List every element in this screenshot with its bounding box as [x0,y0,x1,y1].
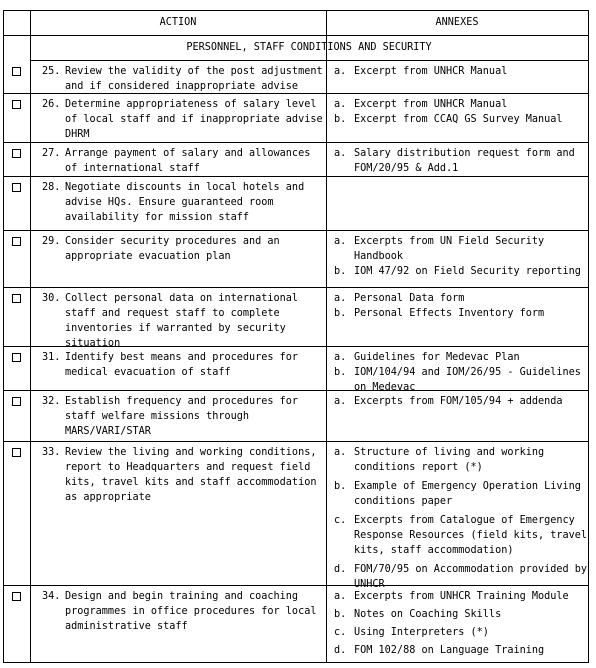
annex-letter: c. [334,515,347,526]
annex-text-line: Guidelines for Medevac Plan [354,352,520,363]
action-text-line: availability for mission staff [65,212,250,223]
item-number: 34. [42,591,61,602]
action-text-line: of local staff and if inappropriate advise [65,114,323,125]
task-checkbox[interactable] [12,237,21,246]
task-checkbox[interactable] [12,183,21,192]
table-border-top [3,10,589,11]
annex-letter: b. [334,266,347,277]
action-text-line: situation [65,338,121,349]
item-number: 32. [42,396,61,407]
action-text-line: Design and begin training and coaching [65,591,299,602]
task-checkbox[interactable] [12,397,21,406]
action-text-line: programmes in office procedures for local [65,606,317,617]
action-text-line: medical evacuation of staff [65,367,231,378]
item-number: 28. [42,182,61,193]
item-number: 33. [42,447,61,458]
task-checkbox[interactable] [12,592,21,601]
row-divider [3,176,589,177]
action-text-line: Negotiate discounts in local hotels and [65,182,305,193]
annex-text-line: Excerpt from UNHCR Manual [354,99,508,110]
action-text-line: administrative staff [65,621,188,632]
action-text-line: staff and request staff to complete [65,308,280,319]
item-number: 27. [42,148,61,159]
action-text-line: Identify best means and procedures for [65,352,299,363]
annex-text-line: Structure of living and working [354,447,545,458]
row-divider [3,441,589,442]
annex-text-line: kits, staff accommodation) [354,545,514,556]
row-divider [3,585,589,586]
action-text-line: advise HQs. Ensure guaranteed room [65,197,274,208]
annex-letter: a. [334,352,347,363]
annex-text-line: conditions report (*) [354,462,483,473]
section-divider [30,60,589,61]
annex-letter: b. [334,308,347,319]
table-border-right [588,10,589,662]
annex-text-line: on Medevac [354,382,416,393]
annex-text-line: Salary distribution request form and [354,148,575,159]
task-checkbox[interactable] [12,353,21,362]
action-text-line: as appropriate [65,492,151,503]
annex-text-line: Personal Effects Inventory form [354,308,545,319]
item-number: 30. [42,293,61,304]
task-checkbox[interactable] [12,100,21,109]
annex-letter: d. [334,645,347,656]
column-divider-checkbox [30,10,31,662]
action-text-line: Collect personal data on international [65,293,299,304]
table-border-left [3,10,4,662]
row-divider [3,662,589,663]
row-divider [3,390,589,391]
action-annexes-table [3,10,589,662]
row-divider [3,230,589,231]
annex-letter: a. [334,396,347,407]
item-number: 25. [42,66,61,77]
annex-letter: b. [334,367,347,378]
annex-text-line: conditions paper [354,496,453,507]
header-divider [3,35,589,36]
action-text-line: Establish frequency and procedures for [65,396,299,407]
annex-text-line: IOM/104/94 and IOM/26/95 - Guidelines [354,367,581,378]
task-checkbox[interactable] [12,294,21,303]
annex-letter: a. [334,236,347,247]
action-text-line: inventories if warranted by security [65,323,286,334]
action-column-header: ACTION [159,17,197,28]
annex-text-line: Excerpt from CCAQ GS Survey Manual [354,114,563,125]
action-text-line: appropriate evacuation plan [65,251,231,262]
action-text-line: DHRM [65,129,90,140]
action-text-line: Consider security procedures and an [65,236,280,247]
annex-text-line: Personal Data form [354,293,465,304]
annex-text-line: IOM 47/92 on Field Security reporting [354,266,581,277]
annex-text-line: Excerpts from UNHCR Training Module [354,591,569,602]
action-text-line: MARS/VARI/STAR [65,426,151,437]
annex-text-line: Handbook [354,251,404,262]
item-number: 29. [42,236,61,247]
annex-letter: a. [334,148,347,159]
annex-letter: b. [334,114,347,125]
annex-letter: c. [334,627,347,638]
annex-text-line: Using Interpreters (*) [354,627,489,638]
annex-letter: b. [334,609,347,620]
annex-text-line: Notes on Coaching Skills [354,609,502,620]
action-text-line: Arrange payment of salary and allowances [65,148,311,159]
annex-letter: a. [334,447,347,458]
action-text-line: kits, travel kits and staff accommodation [65,477,317,488]
annex-text-line: Excerpts from UN Field Security [354,236,545,247]
annex-text-line: Excerpts from Catalogue of Emergency [354,515,575,526]
action-text-line: Review the living and working conditions, [65,447,317,458]
action-text-line: staff welfare missions through [65,411,250,422]
item-number: 31. [42,352,61,363]
annex-text-line: UNHCR [354,579,385,590]
section-title: PERSONNEL, STAFF CONDITIONS AND SECURITY [186,42,432,53]
row-divider [3,287,589,288]
annex-text-line: FOM/20/95 & Add.1 [354,163,459,174]
annex-text-line: FOM 102/88 on Language Training [354,645,545,656]
annex-text-line: Response Resources (field kits, travel [354,530,588,541]
action-text-line: Determine appropriateness of salary level [65,99,317,110]
action-text-line: and if considered inappropriate advise [65,81,299,92]
annexes-column-header: ANNEXES [435,17,479,28]
annex-letter: b. [334,481,347,492]
task-checkbox[interactable] [12,67,21,76]
column-divider-annexes [326,10,327,662]
annex-letter: a. [334,99,347,110]
annex-letter: a. [334,66,347,77]
task-checkbox[interactable] [12,149,21,158]
annex-letter: a. [334,293,347,304]
action-text-line: of international staff [65,163,200,174]
annex-letter: d. [334,564,347,575]
row-divider [3,142,589,143]
annex-text-line: Excerpt from UNHCR Manual [354,66,508,77]
task-checkbox[interactable] [12,448,21,457]
action-text-line: Review the validity of the post adjustment [65,66,323,77]
annex-text-line: FOM/70/95 on Accommodation provided by [354,564,588,575]
annex-text-line: Excerpts from FOM/105/94 + addenda [354,396,563,407]
action-text-line: report to Headquarters and request field [65,462,311,473]
annex-text-line: Example of Emergency Operation Living [354,481,581,492]
annex-letter: a. [334,591,347,602]
item-number: 26. [42,99,61,110]
